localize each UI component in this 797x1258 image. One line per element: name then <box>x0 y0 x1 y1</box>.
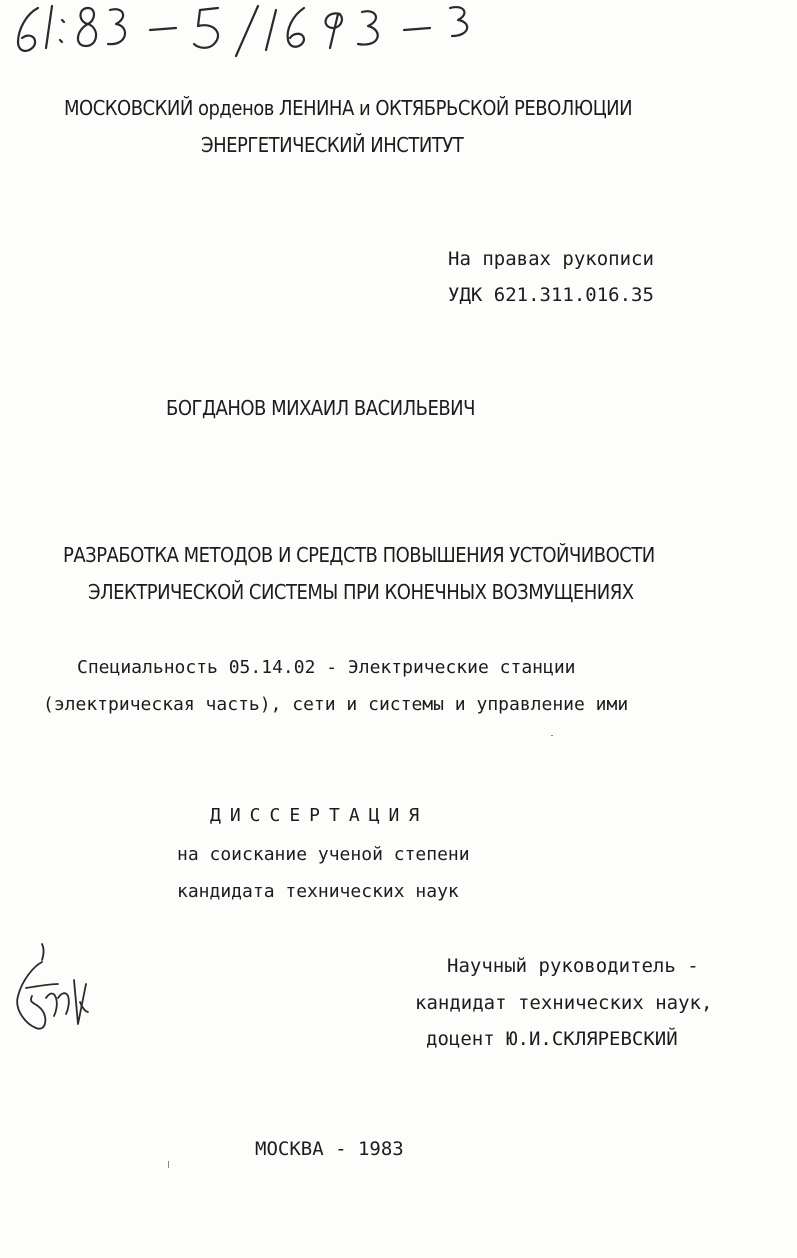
degree-line-1: на соискание ученой степени <box>177 844 470 865</box>
scan-speck <box>551 735 553 736</box>
institute-name-line-2: ЭНЕРГЕТИЧЕСКИЙ ИНСТИТУТ <box>201 133 464 157</box>
city-year: МОСКВА - 1983 <box>255 1138 404 1160</box>
dissertation-title-line-1: РАЗРАБОТКА МЕТОДОВ И СРЕДСТВ ПОВЫШЕНИЯ УСТОЙЧИВОСТИ <box>63 543 655 567</box>
author-name: БОГДАНОВ МИХАИЛ ВАСИЛЬЕВИЧ <box>166 396 475 420</box>
scan-speck <box>168 1161 169 1168</box>
handwritten-signature <box>8 940 98 1040</box>
archive-handwritten-mark <box>4 0 504 62</box>
institute-name-line-1: МОСКОВСКИЙ орденов ЛЕНИНА и ОКТЯБРЬСКОЙ РЕВОЛЮЦИИ <box>64 96 633 120</box>
supervisor-line-1: Научный руководитель - <box>447 955 699 977</box>
degree-line-2: кандидата технических наук <box>177 881 459 902</box>
dissertation-title-line-2: ЭЛЕКТРИЧЕСКОЙ СИСТЕМЫ ПРИ КОНЕЧНЫХ ВОЗМУЩЕНИЯХ <box>88 580 634 604</box>
manuscript-rights-label: На правах рукописи <box>448 248 654 270</box>
dissertation-heading: ДИССЕРТАЦИЯ <box>210 805 429 826</box>
specialty-line-1: Специальность 05.14.02 - Электрические станции <box>77 657 576 678</box>
supervisor-line-2: кандидат технических наук, <box>415 992 713 1014</box>
udk-code: УДК 621.311.016.35 <box>448 284 654 306</box>
supervisor-line-3: доцент Ю.И.СКЛЯРЕВСКИЙ <box>426 1028 678 1050</box>
specialty-line-2: (электрическая часть), сети и системы и управление ими <box>43 694 629 715</box>
